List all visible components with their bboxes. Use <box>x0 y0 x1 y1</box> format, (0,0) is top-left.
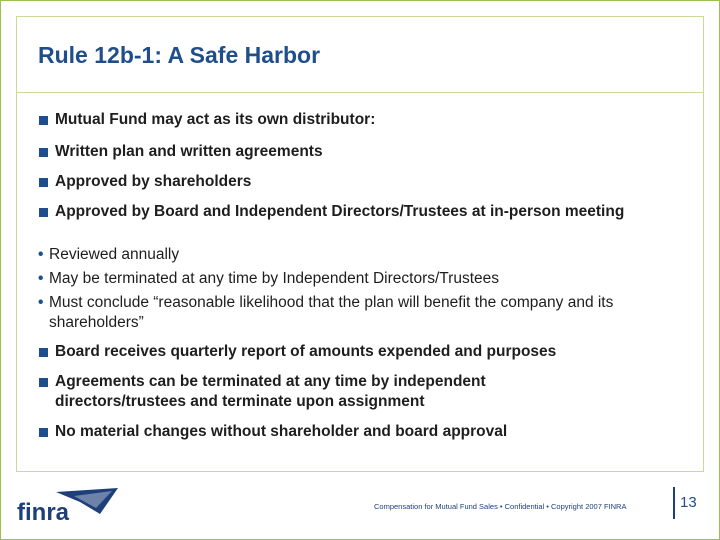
bullet-item <box>38 202 688 222</box>
dot-bullet-icon: • <box>38 246 44 263</box>
sub-bullet-text: Must conclude “reasonable likelihood that the plan will benefit the company and its shareholders” <box>49 294 614 331</box>
bullet-item <box>38 372 688 412</box>
dot-bullet-icon: • <box>38 294 44 311</box>
bullet-text: Mutual Fund may act as its own distributor: <box>55 111 376 128</box>
footer-note: Compensation for Mutual Fund Sales • Confidential • Copyright 2007 FINRA <box>374 502 627 511</box>
sub-bullet-item <box>38 293 678 333</box>
slide-title: Rule 12b-1: A Safe Harbor <box>38 42 321 68</box>
bullet-text: Approved by Board and Independent Directors/Trustees at in-person meeting <box>55 203 625 220</box>
bullet-item <box>38 110 688 130</box>
sub-bullet-item <box>38 245 678 265</box>
finra-logo <box>16 486 118 524</box>
finra-logo-wordmark: finra <box>17 499 70 524</box>
bullet-item <box>38 142 688 162</box>
sub-bullet-text: May be terminated at any time by Independent Directors/Trustees <box>49 270 500 287</box>
bullet-text: Approved by shareholders <box>55 173 252 190</box>
footer-divider <box>673 487 675 519</box>
square-bullet-icon <box>39 378 48 387</box>
square-bullet-icon <box>39 178 48 187</box>
square-bullet-icon <box>39 116 48 125</box>
square-bullet-icon <box>39 208 48 217</box>
sub-bullet-text: Reviewed annually <box>49 246 180 263</box>
square-bullet-icon <box>39 348 48 357</box>
bullet-item <box>38 342 688 362</box>
sub-bullet-item <box>38 269 678 289</box>
bullet-text: Board receives quarterly report of amounts expended and purposes <box>55 343 557 360</box>
bullet-item <box>38 172 688 192</box>
bullet-item <box>38 422 688 442</box>
bullet-text: Written plan and written agreements <box>55 143 323 160</box>
page-number: 13 <box>680 494 697 511</box>
dot-bullet-icon: • <box>38 270 44 287</box>
bullet-text: No material changes without shareholder and board approval <box>55 423 508 440</box>
square-bullet-icon <box>39 148 48 157</box>
bullet-text: Agreements can be terminated at any time by independent directors/trustees and terminate upon assignment <box>55 373 486 410</box>
square-bullet-icon <box>39 428 48 437</box>
